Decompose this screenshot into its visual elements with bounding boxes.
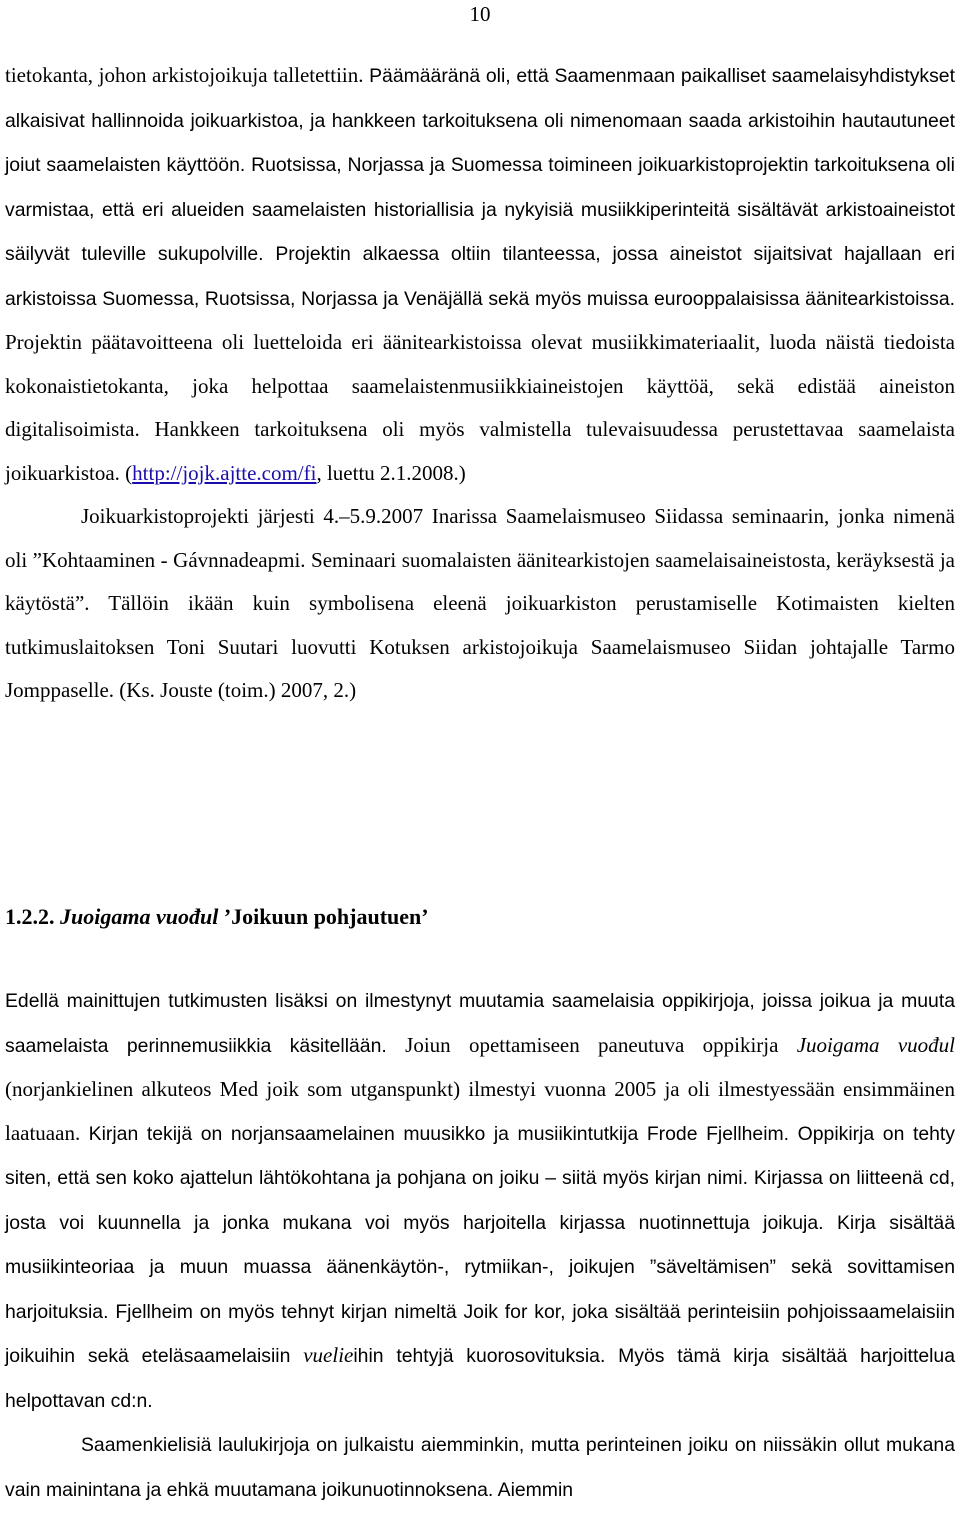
text-run: Kirjan tekijä on norjansaamelainen muusikko ja musiikintutkija Frode Fjellheim. — [88, 1122, 798, 1145]
text-run: Ruotsissa, Norjassa ja Suomessa toimineen joikuarkistoprojektin tarkoituksena oli varmistaa, että eri alueiden saamelaisten historiallisia ja nykyisiä musiikkiperinteitä sisältävät arkistoaineistot säilyvät tuleville sukupolville. — [5, 154, 955, 265]
section-top — [5, 54, 955, 713]
text-run: Projektin alkaessa oltiin tilanteessa, jossa aineistot sijaitsivat hajallaan eri arkistoissa Suomessa, Ruotsissa, Norjassa ja Venäjällä sekä myös muissa eurooppalaisissa äänitearkistoissa. — [5, 243, 955, 310]
text-run: Projektin päätavoitteena oli luetteloida eri äänitearkistoissa olevat musiikkimateriaalit, luoda näistä tiedoista kokonaistietokanta, joka helpottaa saamelaistenmusiikkiaineistojen käyttöä, sekä edistää aineiston digitalisoimista. — [5, 330, 955, 441]
text-run: Hankkeen tarkoituksena oli myös valmistella tulevaisuudessa perustettavaa saamelaista joikuarkistoa. — [5, 417, 955, 485]
text-run: Tällöin ikään kuin symbolisena eleenä joikuarkiston perustamiselle Kotimaisten kielten tutkimuslaitoksen Toni Suutari luovutti Kotuksen arkistojoikuja Saamelaismuseo Siidan johtajalle Tarmo Jomppaselle. (Ks. Jouste (toim.) 2007, 2.) — [5, 591, 956, 702]
text-run: Joikuarkistoprojekti järjesti 4.–5.9.2007 Inarissa Saamelaismuseo Siidassa seminaarin, jonka nimenä oli ”Kohtaaminen - Gávnnadeapmi. Seminaari suomalaisten äänitearkistojen saamelaisaineistosta, keräyksestä ja käytöstä”. — [5, 504, 955, 615]
text-run: Oppikirja on tehty siten, että sen koko ajattelun lähtökohtana ja pohjana on joiku – siitä myös kirjan nimi. — [5, 1122, 955, 1189]
section-heading — [5, 895, 955, 939]
text-run: ( — [125, 460, 133, 485]
text-run: Saamenkielisiä laulukirjoja on julkaistu aiemminkin, mutta perinteinen joiku on niissäkin ollut mukana vain mainintana ja ehkä muutamana joikunuotinnoksena. Aiemmin — [5, 1434, 955, 1501]
paragraph-seminaari — [5, 495, 955, 713]
page-number: 10 — [469, 2, 491, 26]
text-run: Kirjassa on liitteenä cd, josta voi kuunnella ja jonka mukana voi myös harjoitella kirjassa nuotinnettuja joikuja. — [5, 1167, 955, 1234]
paragraph-laulukirjat — [5, 1423, 955, 1512]
text-run: tietokanta, johon arkistojoikuja talletettiin. — [5, 63, 370, 87]
text-run: (norjankielinen alkuteos Med joik som utganspunkt) ilmestyi vuonna 2005 ja oli ilmestyessään ensimmäinen laatuaan. — [5, 1077, 955, 1145]
text-run: Päämääränä oli, että Saamenmaan paikalliset saamelaisyhdistykset alkaisivat hallinnoida joikuarkistoa, ja hankkeen tarkoituksena oli nimenomaan saada arkistoihin hautautuneet joiut saamelaisten käyttöön. — [5, 65, 955, 176]
paragraph-joikuarkisto — [5, 54, 955, 495]
term-italic: vuelie — [303, 1343, 354, 1367]
text-run: Myös tämä kirja sisältää harjoittelua helpottavan cd:n. — [5, 1345, 955, 1412]
heading-title: ’Joikuun pohjautuen’ — [218, 904, 429, 929]
book-title: Juoigama vuođul — [796, 1032, 955, 1057]
text-run: Edellä mainittujen tutkimusten lisäksi on ilmestynyt muutamia saamelaisia oppikirjoja, joissa joikua ja muuta saamelaista perinnemusiikkia käsitellään. — [5, 990, 955, 1057]
heading-title-italic: Juoigama vuođul — [60, 904, 219, 929]
heading-number: 1.2.2. — [5, 904, 60, 929]
text-run: ihin tehtyjä kuorosovituksia. — [353, 1345, 619, 1367]
text-run: , luettu 2.1.2008.) — [316, 460, 466, 485]
section-bottom — [5, 979, 955, 1512]
text-run: Joiun opettamiseen paneutuva oppikirja — [405, 1032, 797, 1057]
text-run: Fjellheim on myös tehnyt kirjan nimeltä Joik for kor, joka sisältää perinteisiin pohjoissaamelaisiin joikuihin sekä eteläsaamelaisiin — [5, 1300, 956, 1367]
paragraph-oppikirjat — [5, 979, 955, 1423]
source-link[interactable]: http://jojk.ajtte.com/fi — [132, 460, 317, 485]
text-run: Kirja sisältää musiikinteoriaa ja muun muassa äänenkäytön-, rytmiikan-, joikujen ”säveltämisen” sekä sovittamisen harjoituksia. — [5, 1211, 955, 1323]
